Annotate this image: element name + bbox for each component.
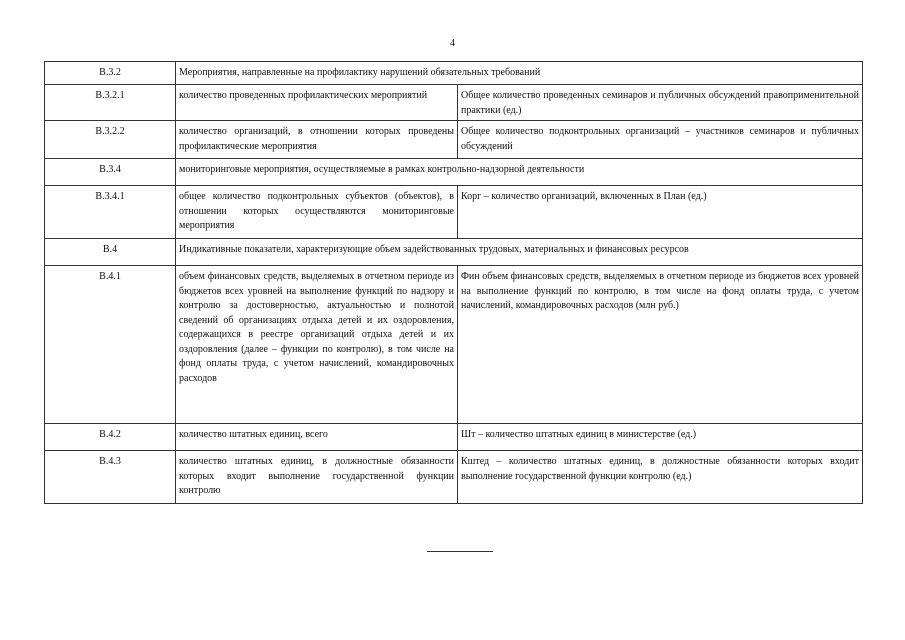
- indicator-formula: Кштед – количество штатных единиц, в должностные обязанности которых входит выполнение государственной функции контролю (ед.): [458, 451, 863, 504]
- row-code: В.3.2: [45, 62, 176, 85]
- row-code: В.4.2: [45, 424, 176, 451]
- section-title: Индикативные показатели, характеризующие объем задействованных трудовых, материальных и финансовых ресурсов: [176, 239, 863, 266]
- table-row: [45, 266, 863, 424]
- table-row: [45, 121, 863, 159]
- row-code: В.3.2.2: [45, 121, 176, 159]
- section-title: Мероприятия, направленные на профилактику нарушений обязательных требований: [176, 62, 863, 85]
- indicator-description: общее количество подконтрольных субъектов (объектов), в отношении которых осуществляются мониторинговые мероприятия: [176, 186, 458, 239]
- indicator-formula: Шт – количество штатных единиц в министерстве (ед.): [458, 424, 863, 451]
- table-row: [45, 159, 863, 186]
- table-row: [45, 62, 863, 85]
- indicator-description: количество штатных единиц, всего: [176, 424, 458, 451]
- indicator-description: количество штатных единиц, в должностные обязанности которых входит выполнение государственной функции контролю: [176, 451, 458, 504]
- indicator-formula: Фин объем финансовых средств, выделяемых в отчетном периоде из бюджетов всех уровней на выполнение функций по контролю, в том числе на фонд оплаты труда, с учетом начислений, командировочных расходов (млн руб.): [458, 266, 863, 424]
- table-row: [45, 85, 863, 121]
- table-row: [45, 186, 863, 239]
- indicator-description: количество организаций, в отношении которых проведены профилактические мероприятия: [176, 121, 458, 159]
- footnote-separator-line: [427, 551, 493, 552]
- row-code: В.4.3: [45, 451, 176, 504]
- indicator-formula: Общее количество проведенных семинаров и публичных обсуждений правоприменительной практики (ед.): [458, 85, 863, 121]
- indicator-formula: Корг – количество организаций, включенных в План (ед.): [458, 186, 863, 239]
- indicators-table: [44, 61, 863, 504]
- row-code: В.3.4.1: [45, 186, 176, 239]
- indicator-formula: Общее количество подконтрольных организаций – участников семинаров и публичных обсуждений: [458, 121, 863, 159]
- table-row: [45, 239, 863, 266]
- indicator-description: количество проведенных профилактических мероприятий: [176, 85, 458, 121]
- row-code: В.4.1: [45, 266, 176, 424]
- section-title: мониторинговые мероприятия, осуществляемые в рамках контрольно-надзорной деятельности: [176, 159, 863, 186]
- indicator-description: объем финансовых средств, выделяемых в отчетном периоде из бюджетов всех уровней на выполнение функций по надзору и контролю за достоверностью, актуальностью и полнотой сведений об организациях отдыха детей и их оздоровления, содержащихся в реестре организаций отдыха детей и их оздоровления (далее – функции по контролю), в том числе на фонд оплаты труда, с учетом начислений, командировочных расходов: [176, 266, 458, 424]
- row-code: В.3.4: [45, 159, 176, 186]
- page-number: 4: [450, 38, 455, 49]
- table-row: [45, 424, 863, 451]
- table-row: [45, 451, 863, 504]
- row-code: В.3.2.1: [45, 85, 176, 121]
- row-code: В.4: [45, 239, 176, 266]
